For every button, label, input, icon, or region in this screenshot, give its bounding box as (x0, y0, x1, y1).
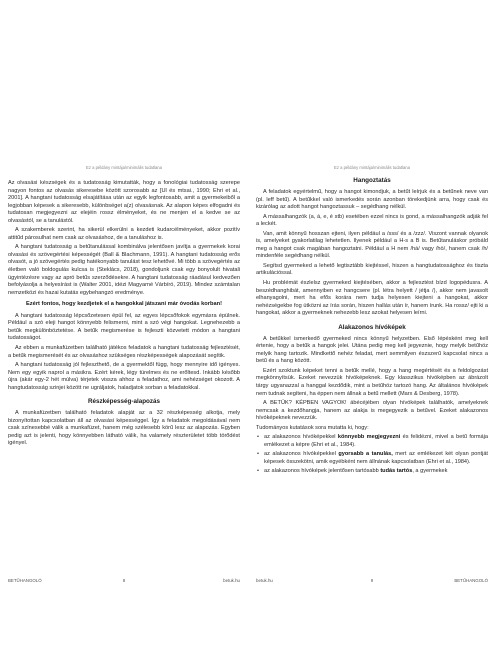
paragraph: A hangtani tudatosság jól fejleszthető, de a gyermektől függ, hogy mennyire idő igényes. Nem egy egyik naprol a másikra. Ezért kérek, légy türelmes és ne erőltesd. Inkább később újra (akár egy-2 hét múlva) térjetek vissza ahhoz a feladathoz, ami nehézséget okozott. A hangtudatosság szinjei között ne ugráljatok, haladjatok sorban a feladatokkal. (8, 362, 240, 391)
paragraph: A hangtani tudatosság lépcsőzetesen épül fel, az egyes lépcsőfokok egymásra épülnek. Például a szó eleji hangot könnyebb felismerni, mint a szó végi hangokat. Legnehezebb a betűk megkülönböztetése. A betűk megismerése is fejleszti közvetett módon a hangtani tudatosságot. (8, 312, 240, 342)
paragraph: A hangtani tudatosság a betűtanulással kombinálva jelentősen javítja a gyermekek korai olvasási és szövegértési képességét (Ball & Blachmann, 1991). A hangtani tudatosság erős olvasót, a jó szövegértés pedig hatékonyabb tanulást tesz lehetővé. Mi több a szövegértés az életben való boldogulás kulcsa is (Steklács, 2018), gondoljunk csak egy bonyolult hivatali ügyintézésre vagy az apró betűs szerződésekre. A hangtani tudatosság ráadásul kedvezően befolyásolja a helyesírást is (Walter 2001, idézi Magyarné Várbíró, 2019). Mindez számtalan nemzetközi és hazai kutatás egybehangzó eredménye. (8, 244, 240, 296)
paragraph: A BETŰK? KÉPBEN VAGYOK! ábécéjében olyan hívóképek találhatók, amelyeknek nemcsak a kezdőhangja, hanem az alakja is megegyezik a betűvel. Ezeket alakazonos hívóképeknek nevezzük. (256, 400, 488, 422)
paragraph: A mássalhangzók (a, á, e, é stb) esetében ezzel nincs is gond, a mássalhangzók adják fel a leckét. (256, 213, 488, 228)
right-page (256, 165, 488, 587)
section-heading: Részképesség-alapozás (87, 398, 161, 406)
callout-text: Ezért fontos, hogy kezdjetek el a hangokkal játszani már óvodás korban! (26, 301, 222, 308)
paragraph: A szakemberek szerint, ha sikerül elkerülni a kezdeti kudarcélményeket, akkor pozitív attitűd párosulhat nem csak az olvasáshoz, de a tanuláshoz is. (8, 227, 240, 241)
section-heading: Hangoztatás (353, 177, 391, 184)
paragraph: A munkafüzetben található feladatok alapját az a 32 részképesség alkotja, mely bizonyítottan kapcsolatban áll az olvasási képességgel. Így a feladatok megoldásával nem csak színesebbé válik a munkafüzet, hanem még szélesebb körű lesz az alapozás. Egyben pedig azt is jelenti, hogy könnyebben látható válik, ha valamely részterületet több törődést igényel. (8, 410, 240, 447)
research-list (256, 434, 488, 475)
footer-book-title: BETŰHANGOLÓ (454, 578, 488, 583)
footer-website: betuk.hu (223, 578, 240, 583)
page-number: 8 (122, 578, 126, 583)
paragraph: A feladatok egyértelmű, hogy a hangot kimondjuk, a betűt leírjuk és a betűnek neve van (pl. leff betű). A betűkkel való ismerkedés során azonban törekedjünk arra, hogy csak és kizárólag az adott hangot hangoztassuk – segédhang nélkül. (256, 189, 488, 211)
paragraph: Az olvasási készségek és a tudatosság kimutatták, hogy a fonológiai tudatosság szerepe nagyon fontos az olvasás sikeresebe között szorosabb az [Ul és mtsai., 1990; Ehri et al., 2001]. A hangtani tudatosság elsajátítása után az egyik legfontosabb, amit a gyermekeiből a legjobban képesek a sikeresebb, különbséget a(z) olvasásnak. Az alapon képes elfogadni és tudatosan megjegyezni az elejéin rossz élményeket, és ne menjen el a kedve se az olvasástól, se a tanulástól. (8, 180, 240, 224)
paragraph: Ezért szoktunk képeket tenni a betűk mellé, hogy a hang megértését és a feldolgozást megkönnyítsük. Ezeket nevezzük hívóképeknek. Egy klasszikus hívóképben az ábrázolt tárgy ugyanazzal a hanggal kezdődik, mint a betűhöz tartozó hang. Az általános hívóképek nem tudnak segíteni, ha éppen nem állnak a betű mellett (Marx & Desberg, 1978). (256, 367, 488, 397)
footer-website: betuk.hu (256, 578, 273, 583)
list-item: • az alakazonos hívóképek jelentősen tartósabb tudás tartós, a gyermekek (256, 468, 488, 476)
list-item: • az alakazonos hívóképekkel könnyebb megjegyezni és felidézni, mivel a betű formája emlékezet a képre (Ehri et al., 1984). (256, 434, 488, 449)
paragraph: A betűkkel ismerkedő gyermeked nincs könnyű helyzetben. Első lépésként meg kell értenie, hogy a betűk a hangok jelei. Utána pedig meg kell jegyeznie, hogy melyik betűhöz melyik hang tartozik. Mindkettő nehéz feladat, mert semmilyen észszerű kapcsolat nincs a betű és a hang között. (256, 335, 488, 365)
footer-book-title: BETŰHANGOLÓ (8, 578, 42, 583)
left-page-footer (8, 577, 240, 585)
paragraph: Az ebben a munkafüzetben található játékos feladatok a hangtani tudatosság fejlesztését, a betűk megismerését és az olvasáshoz szükséges részképességek alapozását segítik. (8, 344, 240, 359)
section-heading: Alakazonos hívóképek (338, 323, 406, 331)
paragraph: Van, amit könnyű hosszan ejteni, ilyen például a /sss/ és a /zzz/. Viszont vannak olyanok is, amelyeket gyakorlatilag lehetetlen. Ilyenek például a H-s a B is. Betűtanuláskor próbáld meg a hangot csak magában hangoztatni. Például a H nem /há/ vagy /hö/, hanem csak /h/ mindenféle segédhang nélkül. (256, 230, 488, 260)
page-number: 9 (370, 578, 374, 583)
left-page-header: Ez a példány mintája/minimális tudatlana (86, 165, 162, 170)
list-intro: Tudományos kutatások sora mutatta ki, hogy: (256, 424, 369, 431)
paragraph: Segítsd gyermeked a lehető legtisztább kiejtéssel, hiszen a hangtudatossághoz és tiszta artikulációssal. (256, 262, 488, 277)
right-page-footer (256, 577, 488, 585)
left-page (8, 165, 240, 587)
paragraph: Hu problémát észlelsz gyermeked kiejtésében, akkor a fejlesztést bízd logopédusra. A beszédhanghibát, amennyiben ez hangcsere (pl. létra helyett / jétja /), akkor nem javasolt elhanyagolni, mert ha efős korára nem tudja helyesen kiejteni a hangokat, akkor nehézségekbe fog ütközni az írás során, hiszen hallás után ír, hanem írunk. Ha rossz/ ejti ki a hangokat, akkor a gyermeknek nehezebb lesz azokat helyesen leírni. (256, 280, 488, 317)
right-page-header: Ez a példány mintája/minimális tudatlana (334, 165, 410, 170)
list-item: • az alakazonos hívóképekkel gyorsabb a tanulás, mert az emlékezet két olyan pontját képesek összekötni, amik egyébként nem állnának kapcsolatban (Ehri et al., 1984). (256, 451, 488, 466)
